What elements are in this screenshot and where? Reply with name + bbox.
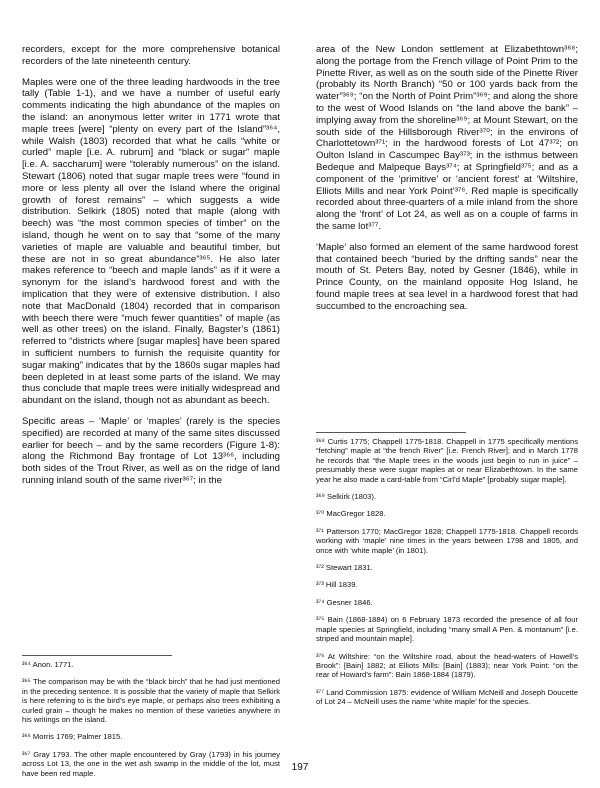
left-footnote-divider — [22, 655, 172, 656]
footnote-365: ³⁶⁵ The comparison may be with the “black birch” that he had just mentioned in the preceding sentence. It is possible that the variety of maple that Selkirk is here referring to is the bird’s eye maple, or perhaps also trees exhibiting a curled grain – though he makes no mention of these varieties anywhere in his writings on the island. — [22, 677, 280, 725]
footnote-370: ³⁷⁰ MacGregor 1828. — [316, 509, 386, 519]
footnote-369: ³⁶⁹ Selkirk (1803). — [316, 492, 376, 502]
left-column — [22, 44, 280, 496]
footnote-366: ³⁶⁶ Morris 1769; Palmer 1815. — [22, 732, 123, 742]
right-footnote-divider — [316, 432, 466, 433]
footnote-372: ³⁷² Stewart 1831. — [316, 563, 373, 573]
footnote-367: ³⁶⁷ Gray 1793. The other maple encountered by Gray (1793) in his journey across Lot 13, the one in the wet ash swamp in the middle of the lot, must have been red maple. — [22, 749, 280, 778]
footnote-376: ³⁷⁶ At Wiltshire: “on the Wiltshire road, about the head-waters of Howell’s Brook”: [Bain] 1882; at Elliots Mills: [Bain] (1883); near York Point: “on the rear of Howard’s farm”: Bain 1868-1884 (1879). — [316, 651, 578, 680]
right-paragraph-2: ‘Maple’ also formed an element of the same hardwood forest that contained beech “buried by the drifting sands” near the mouth of St. Peters Bay, noted by Gesner (1846), while in Prince County, on the mainland opposite Hog Island, he found maple trees at sea level in a hardwood forest that had succumbed to the encroaching sea. — [316, 241, 578, 312]
right-footnotes — [316, 437, 578, 715]
footnote-377: ³⁷⁷ Land Commission 1875: evidence of William McNeill and Joseph Doucette of Lot 24 – McNeill uses the name ‘white maple’ for the species. — [316, 687, 578, 707]
footnote-368: ³⁶⁸ Curtis 1775; Chappell 1775-1818. Chappell in 1775 specifically mentions “fetching” maple at “the french River” [i.e. French River]; and in March 1778 he records that “the Maple trees in the woods just begin to run in juice” – presumably these were sugar maples at or near Elizabethtown. In the same year he also made a card-table from “Cirl’d Maple” [probably sugar maple]. — [316, 437, 578, 484]
right-column — [316, 44, 578, 322]
footnote-371: ³⁷¹ Patterson 1770; MacGregor 1828; Chappell 1775-1818. Chappell records working with ‘maple’ nine times in the years between 1798 and 1805, and once with ‘white maple’ (in 1801). — [316, 526, 578, 555]
footnote-374: ³⁷⁴ Gesner 1846. — [316, 597, 373, 607]
page-number: 197 — [291, 762, 309, 773]
footnote-364: ³⁶⁴ Anon. 1771. — [22, 660, 74, 669]
footnote-375: ³⁷⁵ Bain (1868-1884) on 6 February 1873 recorded the presence of all four maple species at Springfield, including “many small A Pen. & montanum” [i.e. striped and mountain maple]. — [316, 615, 578, 644]
footnote-373: ³⁷³ Hill 1839. — [316, 580, 358, 590]
right-paragraph-1: area of the New London settlement at Elizabethtown³⁶⁸; along the portage from the French village of Point Prim to the Pinette River, as well as on the south side of the Pinette River (probably its North Branch) “50 or 100 yards back from the water”³⁶⁹; “on the North of Point Prim”³⁶⁹; and along the shore to the west of Wood Islands on “the land above the bank” – implying away from the shoreline³⁶⁹; at Mount Stewart, on the south side of the Hillsborough River³⁷⁰; in the environs of Charlottetown³⁷¹; in the hardwood forests of Lot 47³⁷²; on Oulton Island in Cascumpec Bay³⁷³; in the isthmus between Bedeque and Malpeque Bays³⁷⁴; at Springfield³⁷⁵; and as a component of the ‘primitive’ or ‘ancient forest’ at ‘Wiltshire, Elliots Mills and near York Point’³⁷⁶. Red maple is specifically recorded about three-quarters of a mile inland from the shore along the ‘front’ of Lot 24, as well as on a couple of farms in the same lot³⁷⁷. — [316, 44, 578, 232]
left-paragraph-1: recorders, except for the more comprehensive botanical recorders of the late nineteenth century. — [22, 44, 280, 67]
left-paragraph-2: Maples were one of the three leading hardwoods in the tree tally (Table 1-1), and we have a number of useful early comments indicating the high abundance of the maples on the island: an anonymous letter writer in 1771 wrote that maple trees [were] “plenty on every part of the Island”³⁶⁴, while Walsh (1803) recorded that what he calls “white or curled” maple [i.e. A. rubrum] and “black or sugar” maple [i.e. A. saccharum] were “tolerably numerous” on the island. Stewart (1806) noted that sugar maple trees were “found in more or less plenty all over the Island where the original growth of forest remains” – which suggests a wide distribution. Selkirk (1805) noted that maple (along with beech) was “the most common species of timber” on the island, though he went on to say that “some of the many varieties of maple are valuable and beautiful timber, but these are not in so great abundance”³⁶⁵. He also later makes reference to “beech and maple lands” as if it were a synonym for the island’s hardwood forest and with the implication that they were of extensive distribution. I also note that MacDonald (1804) recorded that in comparison with beech there were “much fewer quantities” of maple (as well as other trees) on the island. Finally, Bagster’s (1861) referred to “districts where [sugar maples] have been spared in sufficient numbers to furnish the requisite quantity for sugar making” indicates that by the 1860s sugar maples had been depleted in at least some parts of the island. We may thus conclude that maple trees were initially widespread and abundant on the island, though not as abundant as beech. — [22, 76, 280, 407]
left-paragraph-3: Specific areas – ‘Maple’ or ‘maples’ (rarely is the species specified) are recorded at many of the same sites discussed earlier for beech – and by the same recorders (Figure 1-8): along the Richmond Bay frontage of Lot 13³⁶⁶, including both sides of the Trout River, as well as on the ridge of land running inland south of the same river³⁶⁷; in the — [22, 415, 280, 486]
